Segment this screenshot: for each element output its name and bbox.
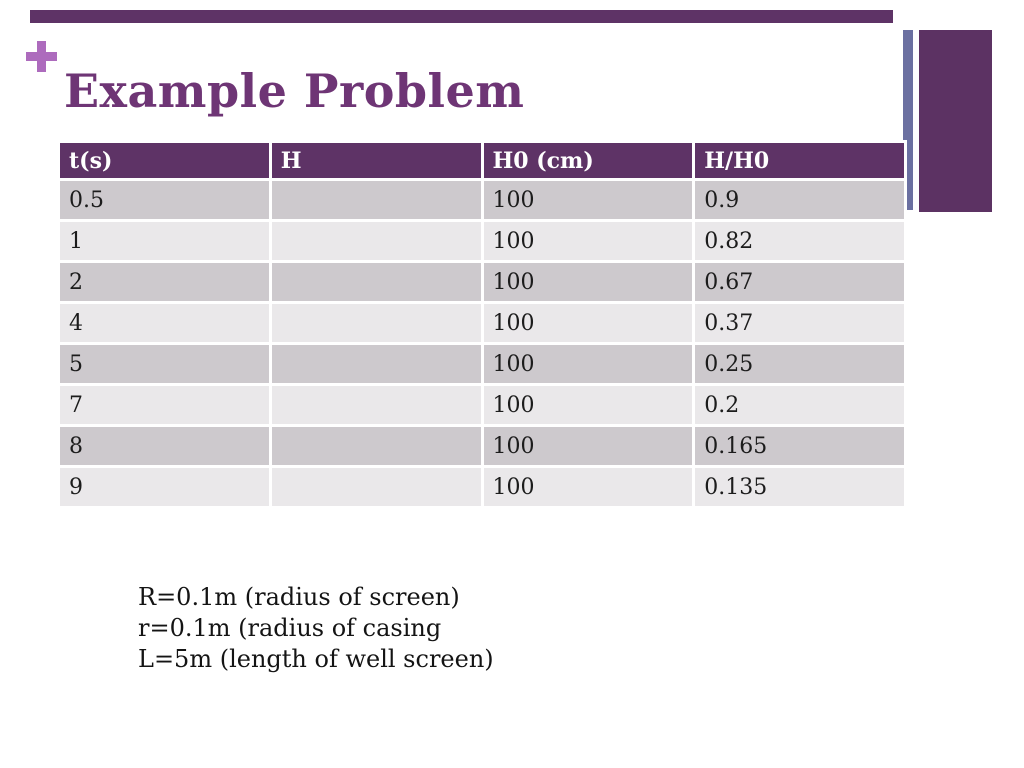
cell-h0: 100 bbox=[482, 385, 694, 426]
table-row bbox=[59, 303, 906, 344]
cell-hh0: 0.135 bbox=[694, 467, 906, 508]
cell-h bbox=[270, 303, 482, 344]
cell-hh0: 0.82 bbox=[694, 221, 906, 262]
cell-t: 7 bbox=[59, 385, 271, 426]
cell-t: 4 bbox=[59, 303, 271, 344]
cell-h bbox=[270, 221, 482, 262]
col-header-h0: H0 (cm) bbox=[482, 142, 694, 180]
table-header-row bbox=[59, 142, 906, 180]
cell-hh0: 0.37 bbox=[694, 303, 906, 344]
cell-h bbox=[270, 180, 482, 221]
cell-t: 9 bbox=[59, 467, 271, 508]
cell-hh0: 0.9 bbox=[694, 180, 906, 221]
cell-t: 5 bbox=[59, 344, 271, 385]
cell-h bbox=[270, 385, 482, 426]
cell-h bbox=[270, 344, 482, 385]
cell-h bbox=[270, 262, 482, 303]
right-purple-accent-rect bbox=[919, 30, 992, 212]
table-row bbox=[59, 467, 906, 508]
table-row bbox=[59, 262, 906, 303]
cell-h bbox=[270, 426, 482, 467]
cell-t: 8 bbox=[59, 426, 271, 467]
data-table bbox=[57, 140, 907, 509]
cell-hh0: 0.2 bbox=[694, 385, 906, 426]
table-row bbox=[59, 180, 906, 221]
cell-hh0: 0.165 bbox=[694, 426, 906, 467]
slide-title: Example Problem bbox=[64, 64, 525, 118]
cell-h0: 100 bbox=[482, 262, 694, 303]
table-row bbox=[59, 344, 906, 385]
plus-icon-horizontal bbox=[26, 52, 57, 61]
cell-h0: 100 bbox=[482, 303, 694, 344]
col-header-h: H bbox=[270, 142, 482, 180]
table-row bbox=[59, 385, 906, 426]
cell-t: 0.5 bbox=[59, 180, 271, 221]
cell-h0: 100 bbox=[482, 180, 694, 221]
cell-hh0: 0.25 bbox=[694, 344, 906, 385]
cell-hh0: 0.67 bbox=[694, 262, 906, 303]
notes-block bbox=[138, 582, 494, 675]
col-header-hh0: H/H0 bbox=[694, 142, 906, 180]
table-row bbox=[59, 221, 906, 262]
top-accent-rule bbox=[30, 10, 893, 23]
note-line-r-lower: r=0.1m (radius of casing bbox=[138, 614, 442, 642]
plus-icon bbox=[26, 41, 57, 72]
cell-h bbox=[270, 467, 482, 508]
cell-t: 1 bbox=[59, 221, 271, 262]
col-header-t: t(s) bbox=[59, 142, 271, 180]
table-row bbox=[59, 426, 906, 467]
note-line-r: R=0.1m (radius of screen) bbox=[138, 583, 460, 611]
note-line-l: L=5m (length of well screen) bbox=[138, 645, 494, 673]
cell-t: 2 bbox=[59, 262, 271, 303]
cell-h0: 100 bbox=[482, 467, 694, 508]
cell-h0: 100 bbox=[482, 344, 694, 385]
cell-h0: 100 bbox=[482, 426, 694, 467]
cell-h0: 100 bbox=[482, 221, 694, 262]
